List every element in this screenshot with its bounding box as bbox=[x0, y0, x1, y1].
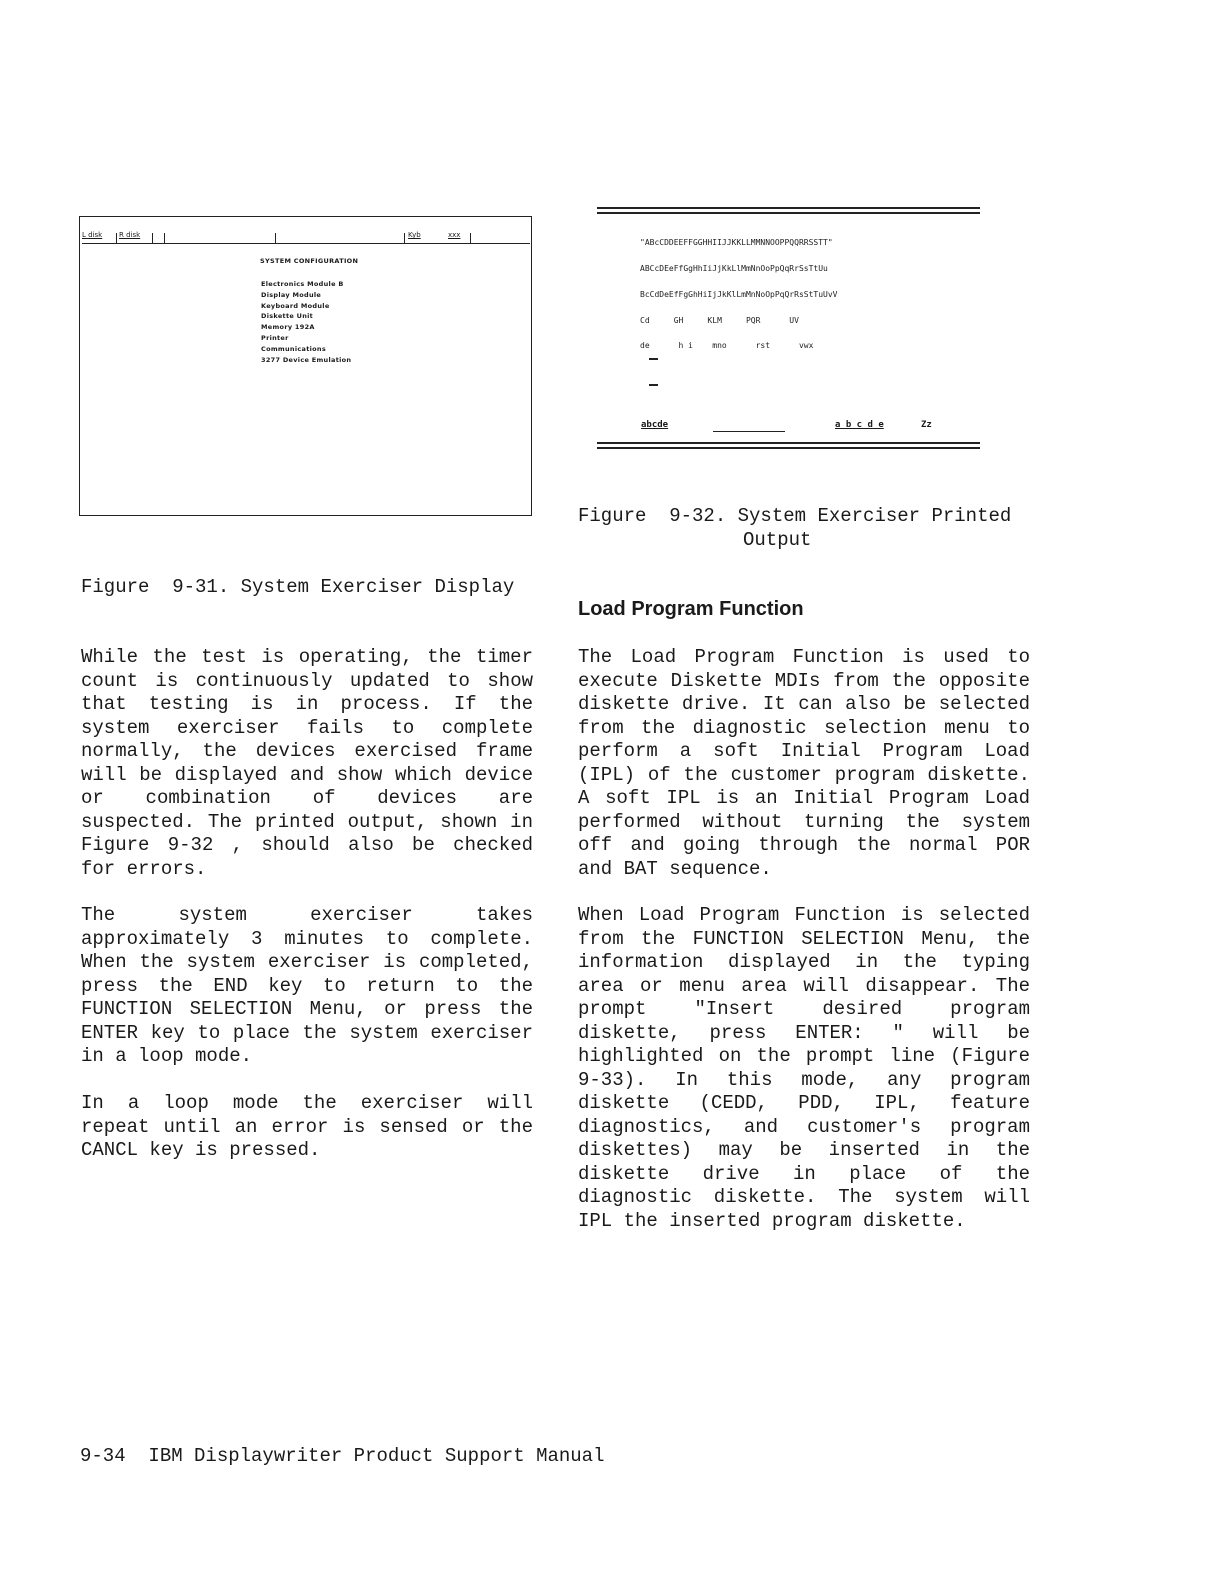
status-separator bbox=[470, 233, 471, 243]
config-item: Communications bbox=[261, 344, 327, 353]
print-top-rule bbox=[597, 212, 980, 214]
body-paragraph: The Load Program Function is used to execute Diskette MDIs from the opposite diskette drive. It can also be selected from the diagnostic selection menu to perform a soft Initial Program Load (IPL) of the customer program diskette. A soft IPL is an Initial Program Load performed without turning the system off and going through the normal POR and BAT sequence. bbox=[578, 646, 1030, 880]
config-item: Electronics Module B bbox=[261, 280, 344, 288]
config-item: Diskette Unit bbox=[261, 312, 314, 321]
print-dash-mark bbox=[649, 358, 658, 360]
printed-output-pattern bbox=[640, 222, 945, 352]
print-top-rule bbox=[597, 207, 980, 209]
left-disk-indicator: L disk bbox=[82, 231, 103, 239]
config-item: Keyboard Module bbox=[261, 301, 330, 310]
body-paragraph: While the test is operating, the timer count is continuously updated to show that testing is in process. If the system exerciser fails to complete normally, the devices exercised frame will be displayed and show which device or combination of devices are suspected. The printed output, shown in Figure 9-32 , should also be checked for errors. bbox=[81, 646, 533, 880]
print-foot-right: a b c d e bbox=[835, 420, 884, 430]
print-underline-mark bbox=[713, 431, 785, 432]
config-item: Display Module bbox=[261, 290, 322, 299]
page-footer: 9-34 IBM Displaywriter Product Support Manual bbox=[80, 1445, 605, 1467]
print-bottom-rule bbox=[597, 442, 980, 444]
figure-9-32-caption: Figure 9-32. System Exerciser Printed bbox=[578, 505, 1012, 527]
config-item: Memory 192A bbox=[261, 323, 315, 332]
print-row: "ABcCDDEEFFGGHHIIJJKKLLMMNNOOPPQQRRSSTT" bbox=[640, 238, 833, 248]
config-item: Printer bbox=[261, 333, 289, 342]
print-row: Cd GH KLM PQR UV bbox=[640, 315, 799, 325]
config-item: 3277 Device Emulation bbox=[261, 355, 352, 364]
status-separator bbox=[116, 233, 117, 243]
print-row: de h i mno rst vwx bbox=[640, 341, 814, 351]
print-foot-end: Zz bbox=[921, 420, 932, 430]
status-separator bbox=[404, 233, 405, 243]
figure-9-31-caption: Figure 9-31. System Exerciser Display bbox=[81, 576, 515, 598]
print-bottom-rule bbox=[597, 447, 980, 449]
status-separator bbox=[152, 233, 153, 243]
print-dash-mark bbox=[649, 384, 658, 386]
body-paragraph: The system exerciser takes approximately 3 minutes to complete. When the system exerciser is completed, press the END key to return to the FUNCTION SELECTION Menu, or press the ENTER key to place the system exerciser in a loop mode. bbox=[81, 904, 533, 1067]
print-row: ABCcDEeFfGgHhIiJjKkLlMmNnOoPpQqRrSsTtUu bbox=[640, 263, 828, 273]
status-separator bbox=[275, 233, 276, 243]
right-disk-indicator: R disk bbox=[119, 231, 141, 239]
section-heading: Load Program Function bbox=[578, 598, 804, 620]
body-paragraph: When Load Program Function is selected from the FUNCTION SELECTION Menu, the information displayed in the typing area or menu area will disappear. The prompt "Insert desired program diskette, press ENTER: " will be highlighted on the prompt line (Figure 9-33). In this mode, any program diskette (CEDD, PDD, IPL, feature diagnostics, and customer's program diskettes) may be inserted in the diskette drive in place of the diagnostic diskette. The system will IPL the inserted program diskette. bbox=[578, 904, 1030, 1232]
print-row: BcCdDeEfFgGhHiIjJkKlLmMnNoOpPqQrRsStTuUvV bbox=[640, 289, 838, 299]
configuration-list bbox=[261, 279, 351, 365]
keyboard-indicator: Kyb bbox=[408, 231, 421, 239]
keyboard-value: xxx bbox=[448, 231, 461, 239]
system-exerciser-display-figure bbox=[79, 216, 532, 516]
status-separator bbox=[164, 233, 165, 243]
figure-9-32-caption-continued: Output bbox=[743, 529, 812, 551]
screen-title: SYSTEM CONFIGURATION bbox=[260, 257, 359, 265]
status-line bbox=[82, 231, 530, 244]
print-foot-left: abcde bbox=[641, 420, 669, 430]
body-paragraph: In a loop mode the exerciser will repeat until an error is sensed or the CANCL key is pressed. bbox=[81, 1092, 533, 1161]
